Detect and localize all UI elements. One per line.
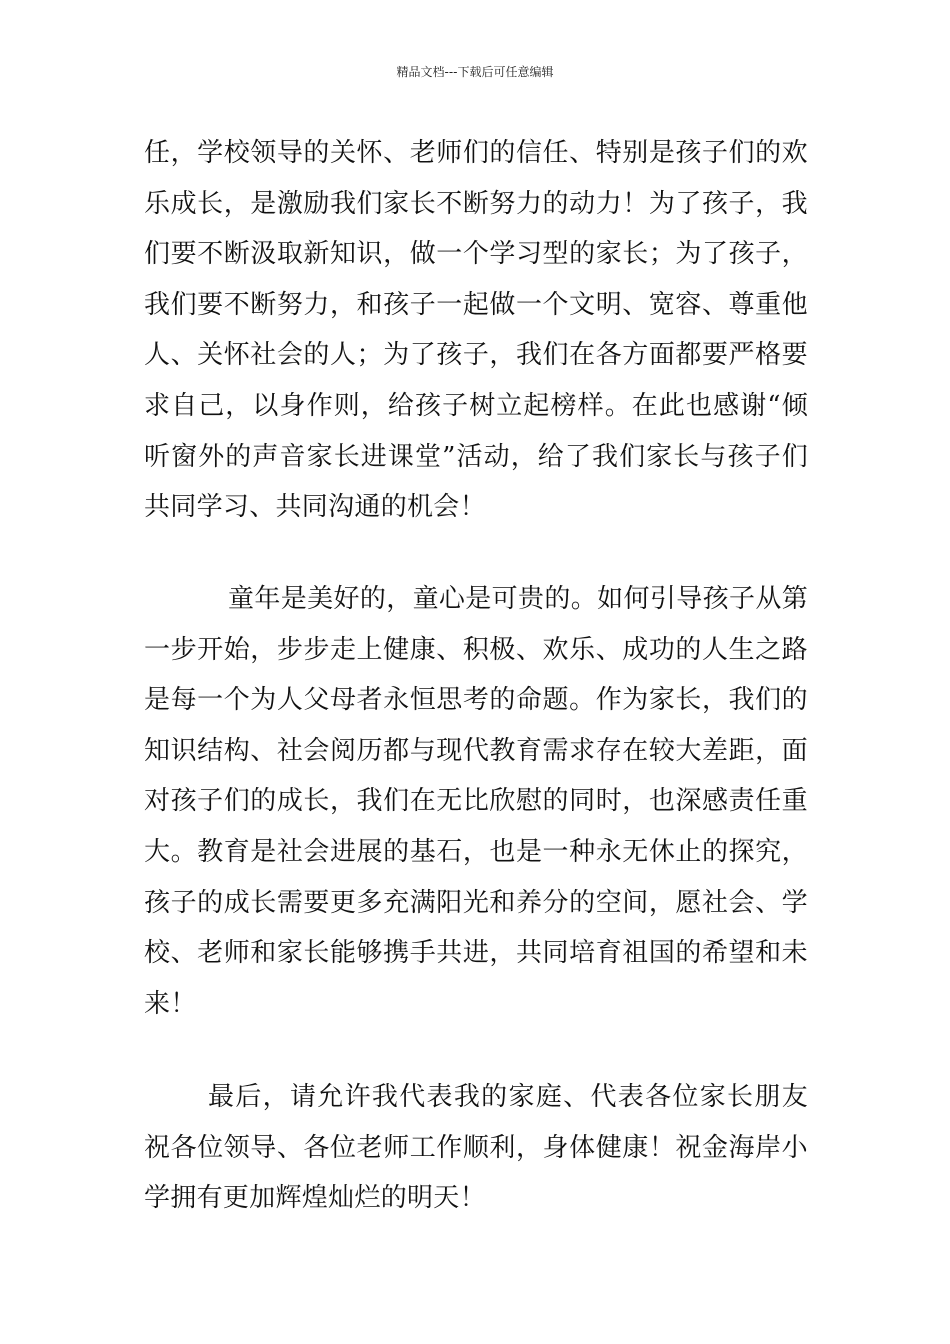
body-paragraph-3: 最后，请允许我代表我的家庭、代表各位家长朋友祝各位领导、各位老师工作顺利，身体健康！祝金海岸小学拥有更加辉煌灿烂的明天！ bbox=[144, 1082, 808, 1214]
body-paragraph-2: 童年是美好的，童心是可贵的。如何引导孩子从第一步开始，步步走上健康、积极、欢乐、成功的人生之路是每一个为人父母者永恒思考的命题。作为家长，我们的知识结构、社会阅历都与现代教育需求存在较大差距，面对孩子们的成长，我们在无比欣慰的同时，也深感责任重大。教育是社会进展的基石，也是一种永无休止的探究，孩子的成长需要更多充满阳光和养分的空间，愿社会、学校、老师和家长能够携手共进，共同培育祖国的希望和未来！ bbox=[144, 584, 808, 1019]
page-header: 精品文档---下载后可任意编辑 bbox=[396, 65, 554, 79]
body-paragraph-1: 任，学校领导的关怀、老师们的信任、特别是孩子们的欢乐成长，是激励我们家长不断努力的动力！为了孩子，我们要不断汲取新知识，做一个学习型的家长；为了孩子，我们要不断努力，和孩子一起做一个文明、宽容、尊重他人、关怀社会的人；为了孩子，我们在各方面都要严格要求自己，以身作则，给孩子树立起榜样。在此也感谢“倾听窗外的声音家长进课堂”活动，给了我们家长与孩子们共同学习、共同沟通的机会！ bbox=[144, 138, 808, 523]
